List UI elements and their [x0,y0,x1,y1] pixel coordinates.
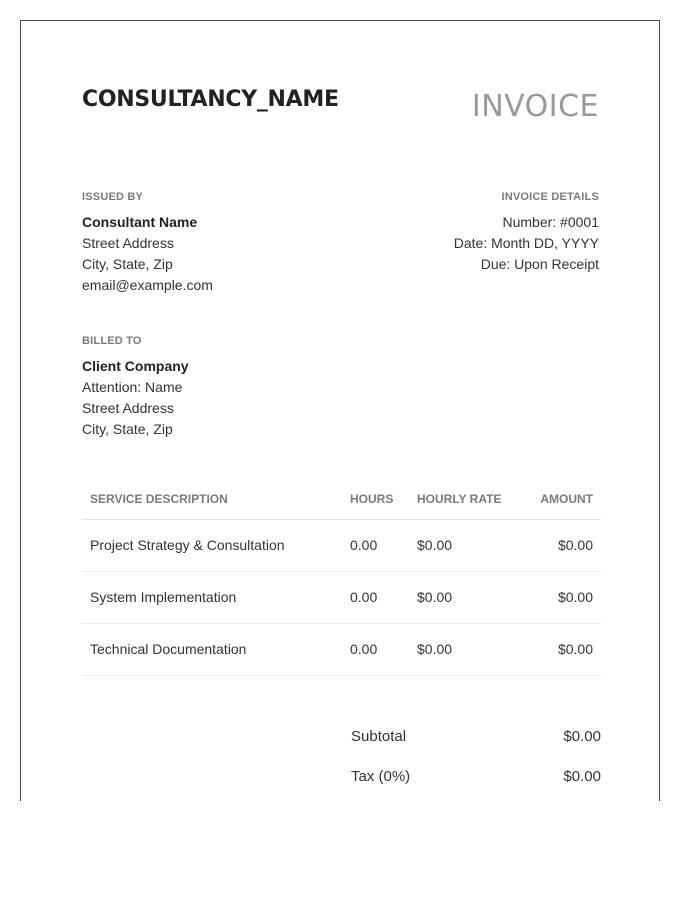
subtotal-row [351,725,601,765]
row-amount: $0.00 [557,641,593,657]
company-name: CONSULTANCY_NAME [82,87,339,112]
tax-row [351,765,601,805]
row-amount: $0.00 [557,537,593,553]
subtotal-value: $0.00 [563,728,601,745]
header-rate: HOURLY RATE [417,492,502,506]
billed-to-section [82,335,189,440]
invoice-details-section [454,191,599,275]
tax-label: Tax (0%) [351,768,411,785]
row-description: Technical Documentation [90,641,247,657]
client-company: Client Company [82,358,189,374]
tax-value: $0.00 [563,768,601,785]
table-row [82,572,601,624]
table-header [82,483,601,520]
row-rate: $0.00 [417,537,453,553]
row-hours: 0.00 [350,641,378,657]
row-description: System Implementation [90,589,237,605]
issued-by-section [82,191,213,296]
client-city: City, State, Zip [82,421,173,437]
consultant-city: City, State, Zip [82,256,173,272]
row-rate: $0.00 [417,589,453,605]
row-description: Project Strategy & Consultation [90,537,285,553]
issued-by-label: ISSUED BY [82,191,144,203]
row-hours: 0.00 [350,537,378,553]
header-hours: HOURS [350,492,394,506]
consultant-name: Consultant Name [82,214,198,230]
row-amount: $0.00 [557,589,593,605]
client-street: Street Address [82,400,174,416]
invoice-page [20,20,660,801]
table-row [82,520,601,572]
invoice-date: Date: Month DD, YYYY [453,235,599,251]
row-hours: 0.00 [350,589,378,605]
billed-to-label: BILLED TO [82,335,142,347]
consultant-email: email@example.com [82,277,213,293]
invoice-details-label: INVOICE DETAILS [501,191,599,203]
subtotal-label: Subtotal [351,728,407,745]
header-description: SERVICE DESCRIPTION [90,492,228,506]
invoice-number: Number: #0001 [502,214,599,230]
table-row [82,624,601,676]
document-title: INVOICE [471,89,599,124]
totals-section [351,725,601,805]
consultant-street: Street Address [82,235,174,251]
invoice-due: Due: Upon Receipt [480,256,599,272]
client-attention: Attention: Name [82,379,183,395]
services-table [82,483,601,676]
header-amount: AMOUNT [540,492,593,506]
row-rate: $0.00 [417,641,453,657]
